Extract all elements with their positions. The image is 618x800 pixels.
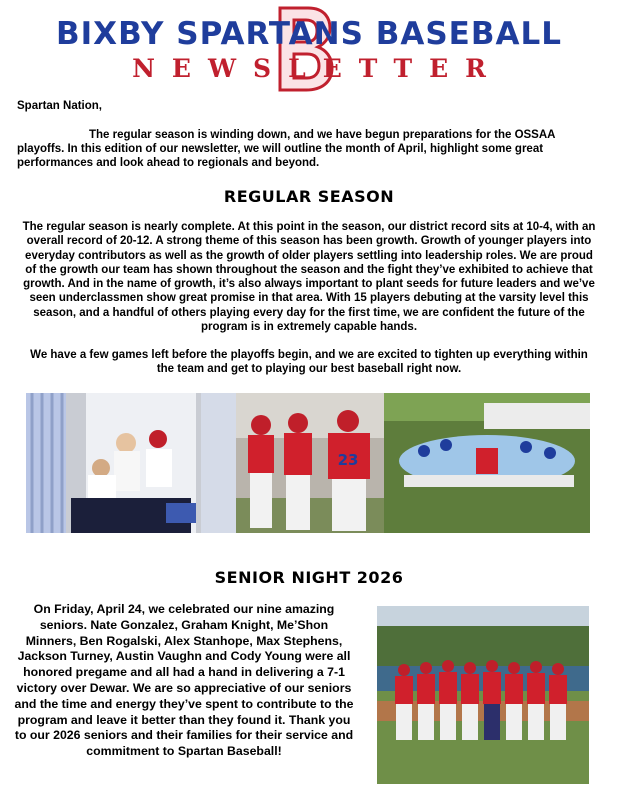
senior-night-photo [377, 606, 589, 784]
jersey-number: 23 [337, 451, 359, 469]
regular-season-paragraph-1: The regular season is nearly complete. At this point in the season, our district record sits at 10-4, with an overall record of 20-12. A strong theme of this season has been growth. Growth of younger players into everyday contributors as well as the growth of older players settling into leadership roles. We are proud of the growth our team has shown throughout the season and the fight they’ve exhibited to achieve that growth. And in the name of growth, it’s also always important to plant seeds for future leaders and we’ve seen underclassmen show great promise in that area. With 15 players debuting at the varsity level this season, and a handful of others playing every day for the first time, we are confident the future of the program is in extremely capable hands. [22, 221, 596, 334]
newsletter-subtitle: NEWSLETTER [132, 54, 503, 83]
intro-paragraph: The regular season is winding down, and we have begun preparations for the OSSAA playoffs. In this edition of our newsletter, we will outline the month of April, highlight some great performances and look ahead to regionals and beyond. [17, 129, 556, 169]
senior-night-paragraph: On Friday, April 24, we celebrated our nine amazing seniors. Nate Gonzalez, Graham Knight, Me’Shon Minners, Ben Rogalski, Alex Stanhope, Max Stephens, Jackson Turney, Austin Vaughn and Cody Young were all honored pregame and all had a hand in delivering a 7-1 victory over Dewar. We are so appreciative of our seniors and the time and energy they’ve spent to contribute to the program and leave it better than they found it. Thank you to our 2026 seniors and their families for their service and commitment to Spartan Baseball! [14, 602, 354, 759]
newsletter-title: BIXBY SPARTANS BASEBALL [56, 16, 562, 52]
regular-season-heading: REGULAR SEASON [223, 187, 395, 206]
senior-night-heading: SENIOR NIGHT 2026 [214, 568, 404, 587]
team-huddle-photo [384, 393, 590, 533]
red-jersey-players-photo [236, 393, 384, 533]
dugout-photo [26, 393, 236, 533]
regular-season-paragraph-2: We have a few games left before the playoffs begin, and we are excited to tighten up everything within the team and get to playing our best baseball right now. [30, 349, 588, 376]
greeting: Spartan Nation, [17, 100, 102, 112]
